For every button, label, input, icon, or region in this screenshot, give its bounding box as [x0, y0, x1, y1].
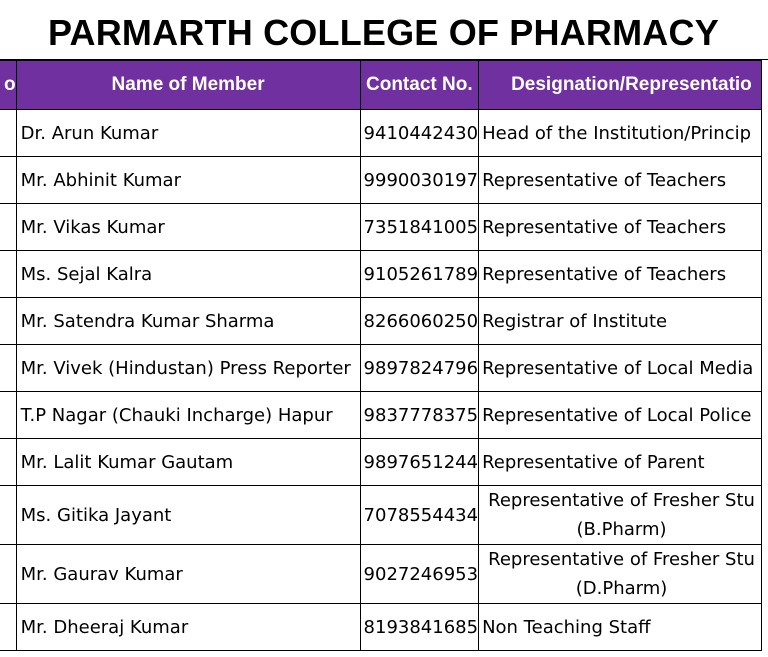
designation-line-2: (D.Pharm) — [575, 578, 668, 599]
member-name-cell: Mr. Vikas Kumar — [16, 204, 360, 251]
committee-table — [0, 60, 762, 651]
table-header-row — [0, 61, 762, 110]
designation-cell: Representative of Teachers — [479, 157, 762, 204]
sno-cell — [0, 345, 16, 392]
member-name-cell: Mr. Lalit Kumar Gautam — [16, 439, 360, 486]
page-title: PARMARTH COLLEGE OF PHARMACY — [48, 12, 719, 53]
sno-cell — [0, 298, 16, 345]
table-row — [0, 545, 762, 604]
designation-cell: Non Teaching Staff — [479, 604, 762, 651]
contact-cell: 9837778375 — [360, 392, 479, 439]
member-name-cell: Mr. Dheeraj Kumar — [16, 604, 360, 651]
designation-cell — [479, 486, 762, 545]
contact-cell: 9897651244 — [360, 439, 479, 486]
member-name-cell: Mr. Vivek (Hindustan) Press Reporter — [16, 345, 360, 392]
member-name-cell: Dr. Arun Kumar — [16, 110, 360, 157]
designation-cell — [479, 545, 762, 604]
designation-cell: Representative of Teachers — [479, 251, 762, 298]
sno-cell — [0, 204, 16, 251]
sno-cell — [0, 251, 16, 298]
table-row — [0, 157, 762, 204]
contact-cell: 9027246953 — [360, 545, 479, 604]
contact-cell: 8193841685 — [360, 604, 479, 651]
contact-cell: 9897824796 — [360, 345, 479, 392]
member-name-cell: T.P Nagar (Chauki Incharge) Hapur — [16, 392, 360, 439]
member-name-cell: Ms. Sejal Kalra — [16, 251, 360, 298]
member-name-cell: Ms. Gitika Jayant — [16, 486, 360, 545]
sno-cell — [0, 157, 16, 204]
member-name-cell: Mr. Gaurav Kumar — [16, 545, 360, 604]
table-row — [0, 110, 762, 157]
sno-cell — [0, 545, 16, 604]
column-header-designation: Designation/Representatio — [479, 61, 762, 110]
sno-cell — [0, 392, 16, 439]
contact-cell: 9105261789 — [360, 251, 479, 298]
table-row — [0, 486, 762, 545]
designation-cell: Representative of Parent — [479, 439, 762, 486]
designation-line-1: Representative of Fresher Stu — [488, 490, 755, 511]
column-header-sno: o — [0, 61, 16, 110]
table-row — [0, 604, 762, 651]
designation-cell: Representative of Local Police — [479, 392, 762, 439]
column-header-name: Name of Member — [16, 61, 360, 110]
contact-cell: 9410442430 — [360, 110, 479, 157]
column-header-contact: Contact No. — [360, 61, 479, 110]
sno-cell — [0, 486, 16, 545]
designation-cell: Representative of Local Media — [479, 345, 762, 392]
contact-cell: 7351841005 — [360, 204, 479, 251]
title-bar — [0, 0, 768, 60]
sno-cell — [0, 439, 16, 486]
member-name-cell: Mr. Satendra Kumar Sharma — [16, 298, 360, 345]
designation-line-2: (B.Pharm) — [576, 519, 667, 540]
table-row — [0, 439, 762, 486]
sno-cell — [0, 110, 16, 157]
table-row — [0, 251, 762, 298]
designation-cell: Representative of Teachers — [479, 204, 762, 251]
contact-cell: 8266060250 — [360, 298, 479, 345]
member-name-cell: Mr. Abhinit Kumar — [16, 157, 360, 204]
designation-line-1: Representative of Fresher Stu — [488, 549, 755, 570]
table-row — [0, 298, 762, 345]
sno-cell — [0, 604, 16, 651]
table-row — [0, 345, 762, 392]
table-row — [0, 392, 762, 439]
table-row — [0, 204, 762, 251]
contact-cell: 9990030197 — [360, 157, 479, 204]
designation-cell: Registrar of Institute — [479, 298, 762, 345]
designation-cell: Head of the Institution/Princip — [479, 110, 762, 157]
contact-cell: 7078554434 — [360, 486, 479, 545]
